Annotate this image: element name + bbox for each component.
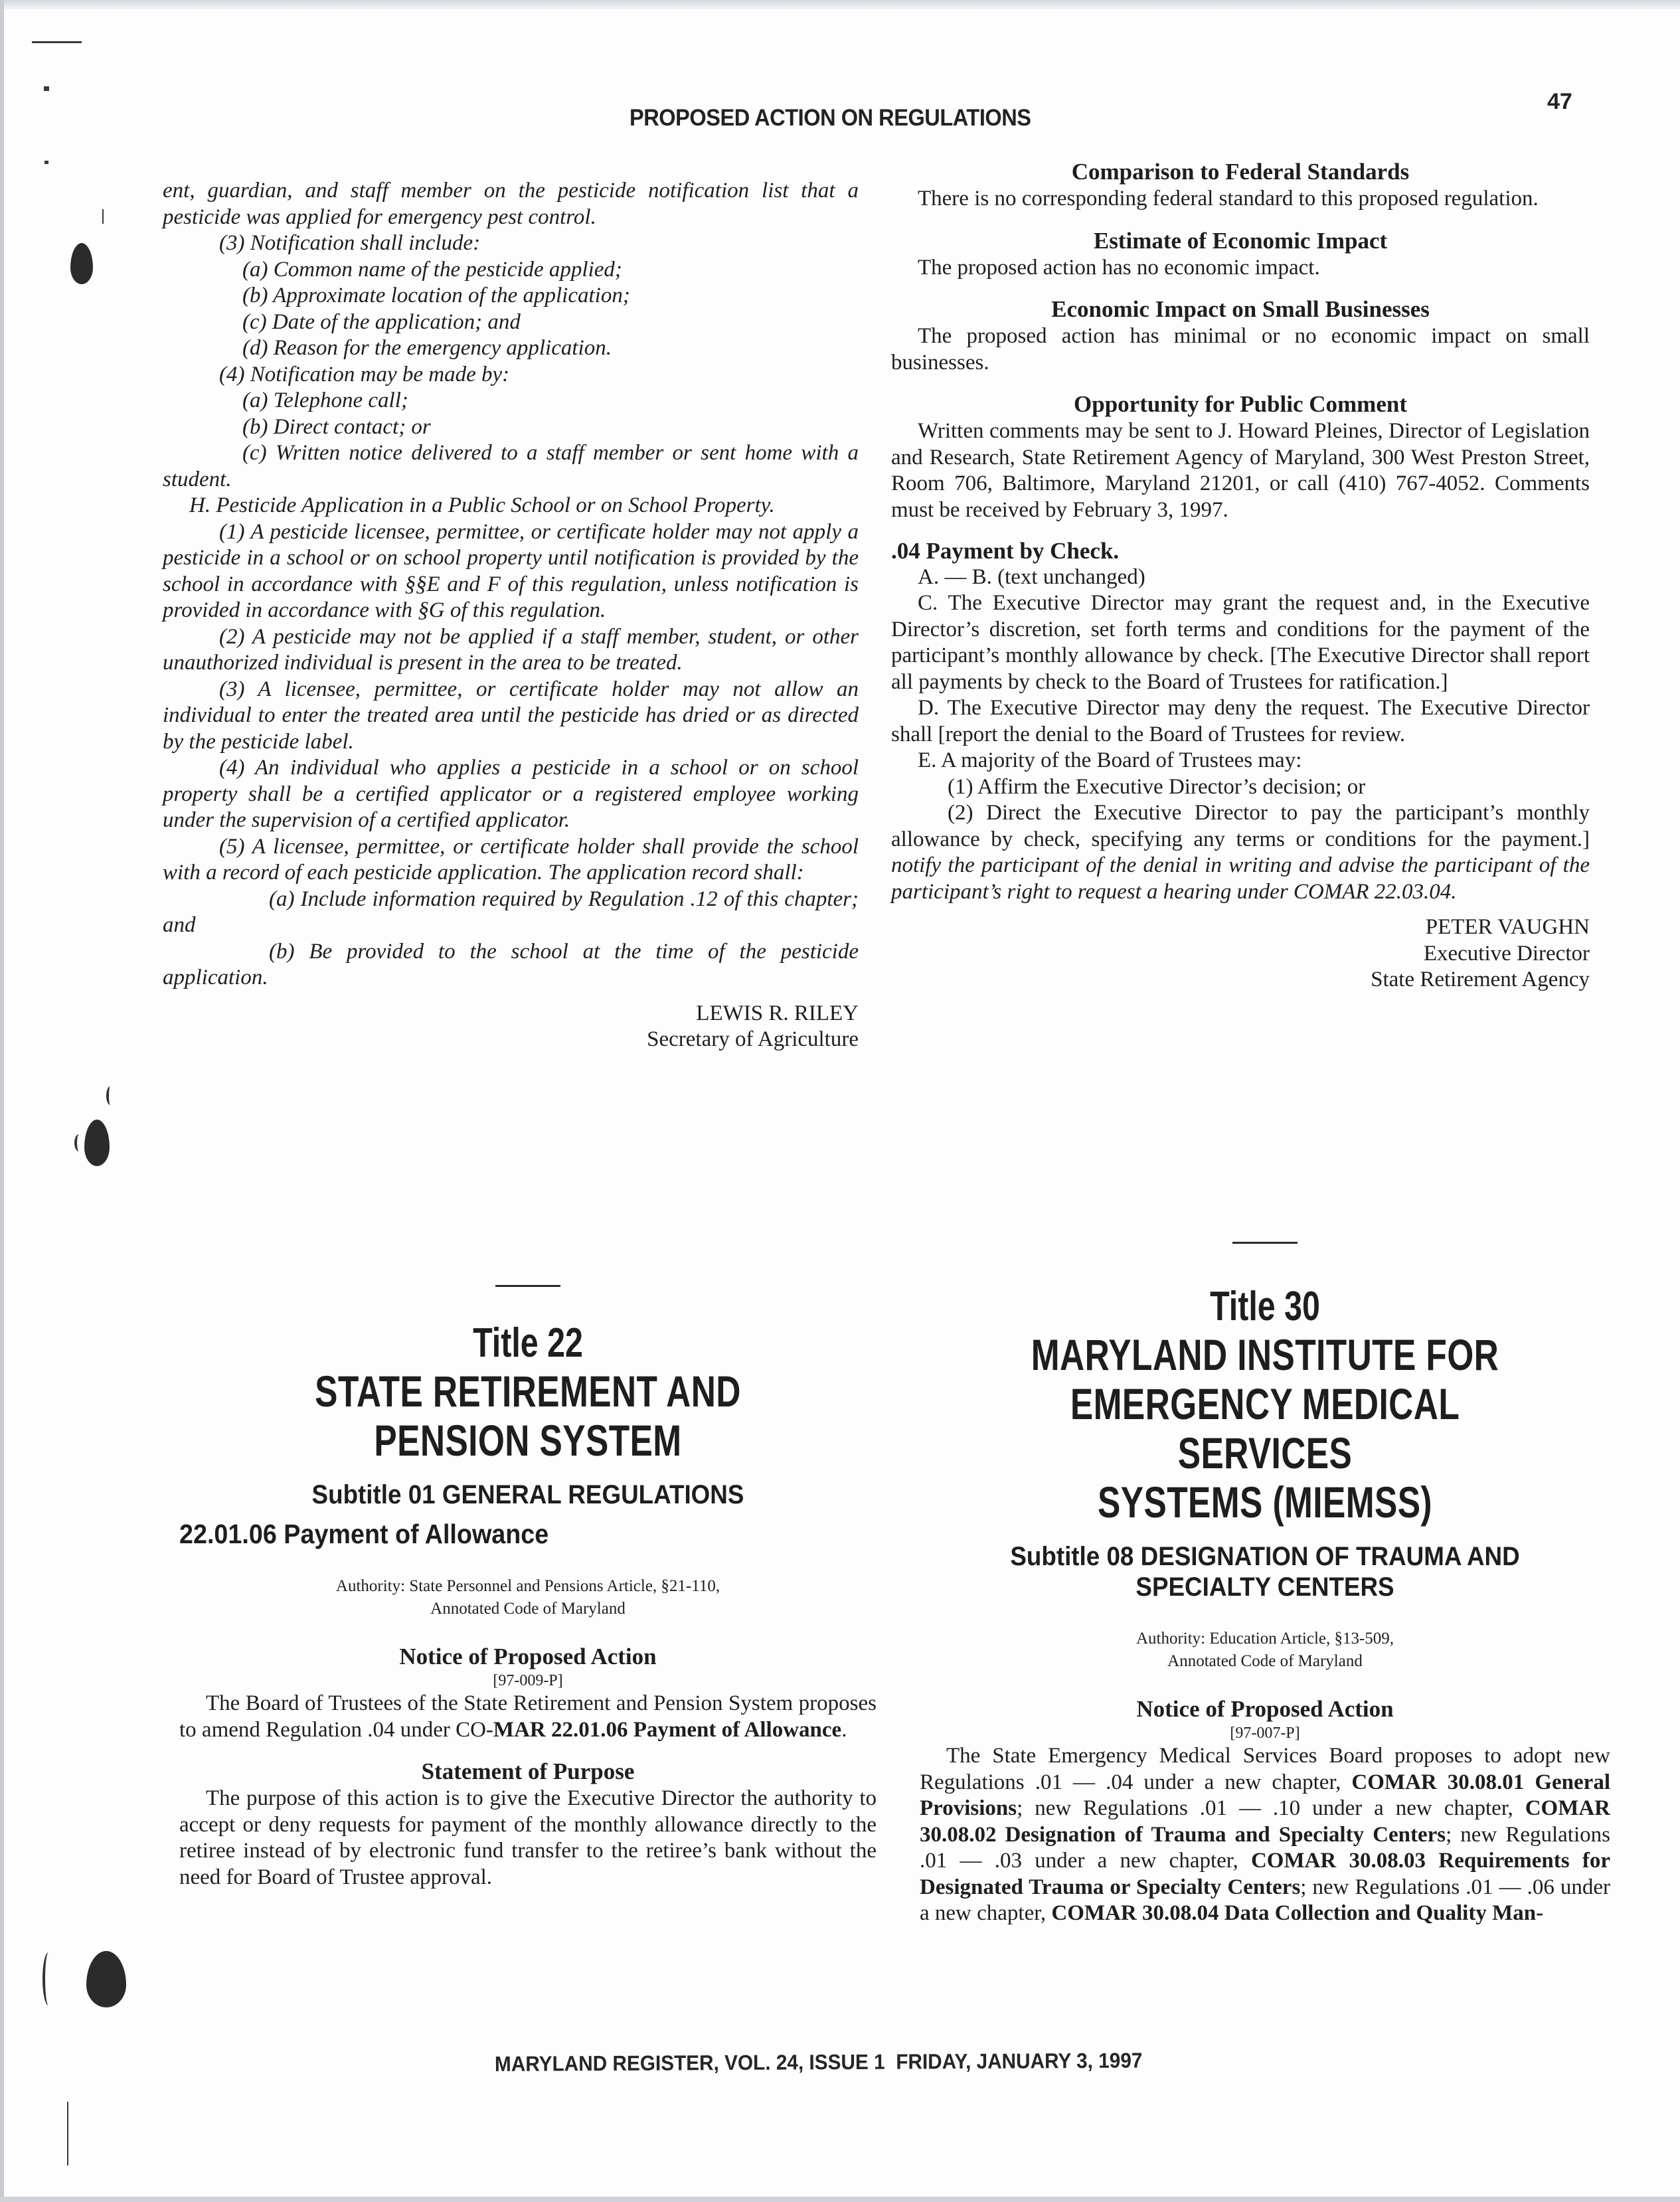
chapter-heading: 22.01.06 Payment of Allowance	[179, 1519, 549, 1549]
right-column-retirement-notice	[891, 158, 1590, 993]
paragraph: The purpose of this action is to give the Executive Director the authority to accept or deny requests for payment of the monthly allowance directly to the retiree instead of by electronic fund transfer to the retiree’s bank without the need for Board of Trustee approval.	[179, 1786, 877, 1889]
title-number: Title 22	[473, 1320, 583, 1366]
title-22-section	[179, 1285, 877, 1891]
footer-publication: MARYLAND REGISTER, VOL. 24, ISSUE 1	[494, 2049, 885, 2076]
footer-date: FRIDAY, JANUARY 3, 1997	[896, 2048, 1143, 2074]
title-number: Title 30	[1210, 1284, 1320, 1329]
section-heading-federal-standards: Comparison to Federal Standards	[1071, 159, 1410, 185]
left-column-pesticide-regulation	[163, 178, 859, 1053]
divider-rule	[1232, 1242, 1298, 1244]
scan-edge	[0, 0, 1680, 9]
section-heading-public-comment: Opportunity for Public Comment	[1074, 391, 1407, 417]
signer-title: Secretary of Agriculture	[647, 1027, 859, 1051]
section-heading-small-business: Economic Impact on Small Businesses	[1051, 296, 1430, 322]
notice-text: The State Emergency Medical Services Board proposes to adopt new Regulations .01 — .04 under a new chapter,	[920, 1744, 1610, 1794]
title-name: SYSTEMS (MIEMSS)	[1098, 1478, 1432, 1527]
punch-hole-mark	[70, 243, 93, 284]
paragraph: The Board of Trustees of the State Retirement and Pension System proposes to amend Regulation .04 under CO-MAR 22.01.06 Payment of Allowance.	[179, 1691, 877, 1742]
page-footer	[495, 2049, 1143, 2076]
deleted-text: (2) Direct the Executive Director to pay the participant’s monthly allowance by check, specifying any terms or conditions for the payment.]	[891, 801, 1590, 851]
regulation-line: (5) A licensee, permittee, or certificate holder shall provide the school with a record of each pesticide application. The application record shall:	[163, 834, 859, 885]
scan-speck	[102, 209, 104, 224]
comar-citation: COMAR 30.08.01 General Provisions	[920, 1770, 1610, 1820]
title-name: STATE RETIREMENT AND	[315, 1367, 741, 1416]
paragraph: Written comments may be sent to J. Howard Pleines, Director of Legislation and Research, State Retirement Agency of Maryland, 300 West Preston Street, Room 706, Baltimore, Maryland 21201, or call (410) 767-4052. Comments must be received by February 3, 1997.	[891, 419, 1590, 522]
regulation-line: H. Pesticide Application in a Public School or on School Property.	[189, 493, 775, 517]
authority-line: Authority: State Personnel and Pensions Article, §21-110,	[335, 1577, 720, 1595]
regulation-line: (b) Direct contact; or	[242, 414, 431, 439]
regulation-line: (b) Approximate location of the application;	[242, 284, 630, 307]
regulation-line: (2) A pesticide may not be applied if a staff member, student, or other unauthorized individual is present in the area to be treated.	[163, 624, 859, 675]
notice-text: ; new Regulations .01 — .10 under a new chapter,	[1017, 1796, 1525, 1820]
regulation-text	[163, 178, 859, 991]
paragraph: There is no corresponding federal standard to this proposed regulation.	[918, 187, 1539, 211]
notice-heading: Notice of Proposed Action	[399, 1644, 657, 1669]
authority-line: Annotated Code of Maryland	[1167, 1652, 1363, 1670]
comar-citation: COMAR 30.08.04 Data Collection and Quality Man-	[1051, 1901, 1544, 1925]
title-name: MARYLAND INSTITUTE FOR	[1031, 1330, 1499, 1379]
subtitle: SPECIALTY CENTERS	[1135, 1572, 1394, 1602]
subtitle: Subtitle 08 DESIGNATION OF TRAUMA AND	[1010, 1542, 1520, 1571]
docket-number: [97-009-P]	[493, 1672, 563, 1689]
page-number: 47	[1547, 89, 1572, 114]
regulation-line: (4) An individual who applies a pesticide in a school or on school property shall be a certified applicator or a registered employee working under the supervision of a certified applicator.	[163, 756, 859, 832]
divider-rule	[495, 1285, 560, 1287]
scan-speck	[44, 86, 49, 91]
regulation-heading: .04 Payment by Check.	[891, 538, 1120, 564]
regulation-line: (3) A licensee, permittee, or certificate holder may not allow an individual to enter the treated area until the pesticide has dried or as directed by the pesticide label.	[163, 677, 859, 754]
paragraph: C. The Executive Director may grant the request and, in the Executive Director’s discretion, set forth terms and conditions for the payment of the participant’s monthly allowance by check. [The Executive Director shall report all payments by check to the Board of Trustees for ratification.]	[891, 591, 1590, 694]
new-text: notify the participant of the denial in writing and advise the participant of the participant’s right to request a hearing under COMAR 22.03.04.	[891, 853, 1590, 904]
signature-block	[163, 1001, 859, 1053]
authority-line: Annotated Code of Maryland	[430, 1600, 626, 1618]
paragraph: The proposed action has minimal or no economic impact on small businesses.	[891, 324, 1590, 375]
regulation-line: ent, guardian, and staff member on the pesticide notification list that a pesticide was applied for emergency pest control.	[163, 179, 859, 229]
notice-heading: Notice of Proposed Action	[1136, 1696, 1394, 1722]
regulation-line: (1) A pesticide licensee, permittee, or certificate holder may not apply a pesticide in a school or on school property until notification is provided by the school in accordance with §§E and F of this regulation, unless notification is provided in accordance with §G of this regulation.	[163, 519, 859, 622]
paragraph: D. The Executive Director may deny the request. The Executive Director shall [report the denial to the Board of Trustees for review.	[891, 696, 1590, 746]
notice-text: ; new Regulations .01 — .03 under a new chapter,	[920, 1822, 1610, 1873]
notice-text: ; new Regulations .01 — .06 under a new chapter,	[920, 1875, 1610, 1925]
scan-edge	[0, 0, 4, 2202]
paragraph	[920, 1743, 1610, 1927]
punch-hole-mark	[84, 1120, 110, 1166]
scan-speck	[32, 41, 82, 43]
running-head: PROPOSED ACTION ON REGULATIONS	[630, 105, 1031, 131]
notice-citation: MAR 22.01.06 Payment of Allowance	[493, 1717, 842, 1742]
comar-citation: COMAR 30.08.03 Requirements for Designated Trauma or Specialty Centers	[920, 1849, 1610, 1899]
regulation-line: (a) Common name of the pesticide applied;	[242, 257, 622, 282]
signer-agency: State Retirement Agency	[1371, 968, 1590, 991]
punch-hole-arc	[106, 1086, 114, 1105]
regulation-line: (4) Notification may be made by:	[219, 362, 510, 386]
regulation-line: (d) Reason for the emergency application.	[242, 336, 612, 360]
scan-speck	[44, 161, 48, 164]
regulation-line: (b) Be provided to the school at the time of the pesticide application.	[163, 939, 859, 989]
paragraph: E. A majority of the Board of Trustees may:	[918, 748, 1302, 772]
authority	[920, 1628, 1610, 1673]
subtitle: Subtitle 01 GENERAL REGULATIONS	[311, 1480, 744, 1509]
regulation-line: (3) Notification shall include:	[219, 231, 481, 255]
scan-speck	[67, 2102, 68, 2165]
punch-hole-arc	[42, 1952, 54, 2005]
regulation-line: (a) Telephone call;	[242, 388, 408, 412]
regulation-line: (c) Date of the application; and	[242, 309, 521, 334]
authority-line: Authority: Education Article, §13-509,	[1135, 1630, 1394, 1648]
punch-hole-arc	[74, 1134, 84, 1151]
signer-name: LEWIS R. RILEY	[696, 1001, 859, 1025]
notice-text: The Board of Trustees of the State Retirement and Pension System proposes to amend Regulation .04 under CO-	[179, 1691, 877, 1742]
regulation-line: (a) Include information required by Regulation .12 of this chapter; and	[163, 887, 859, 937]
paragraph	[891, 800, 1590, 905]
regulation-line: (c) Written notice delivered to a staff member or sent home with a student.	[163, 441, 859, 491]
title-name: PENSION SYSTEM	[374, 1416, 682, 1465]
title-30-section	[920, 1242, 1610, 1927]
comar-citation: COMAR 30.08.02 Designation of Trauma and Specialty Centers	[920, 1796, 1610, 1847]
signature-block	[891, 914, 1590, 993]
docket-number: [97-007-P]	[1230, 1725, 1300, 1742]
punch-hole-mark	[86, 1951, 126, 2007]
section-heading-economic-impact: Estimate of Economic Impact	[1093, 227, 1388, 254]
paragraph: The proposed action has no economic impact.	[918, 255, 1320, 280]
scan-edge	[0, 2197, 1680, 2202]
paragraph: (1) Affirm the Executive Director’s decision; or	[948, 774, 1366, 799]
signer-title: Executive Director	[1423, 941, 1590, 966]
authority	[179, 1575, 877, 1620]
paragraph: A. — B. (text unchanged)	[918, 564, 1145, 589]
section-heading-purpose: Statement of Purpose	[421, 1758, 635, 1784]
title-name: EMERGENCY MEDICAL SERVICES	[1070, 1379, 1460, 1478]
signer-name: PETER VAUGHN	[1425, 915, 1590, 939]
